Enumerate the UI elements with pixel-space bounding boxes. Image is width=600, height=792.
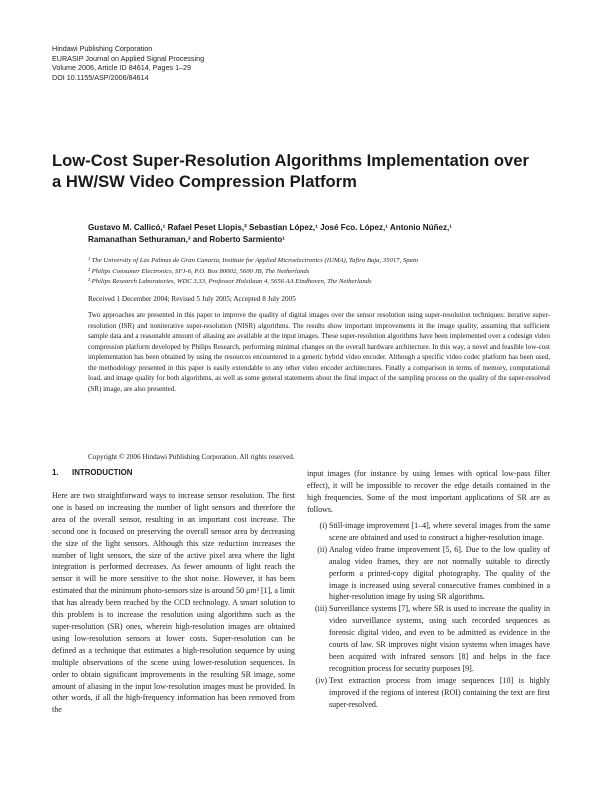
section-heading	[52, 468, 133, 477]
author-list	[88, 222, 558, 246]
intro-paragraph: Here are two straightforward ways to increase sensor resolution. The first one is based on increasing the number of light sensors and therefore the area of the overall sensor, resulting in an important cost increase. The second one is focused on preserving the overall sensor area by decreasing the size of the light sensors. Although this size reduction increases the number of light sensors, the size of the active pixel area where the light integration is performed decreases. As fewer amounts of light reach the sensor it will be more sensitive to the shot noise. However, it has been estimated that the minimum photo-sensors size is around 50 μm² [1], a limit that has already been reached by the CCD technology. A smart solution to this problem is to increase the resolution using algorithms such as the super-resolution (SR) ones, wherein high-resolution images are obtained using low-resolution sensors at lower costs. Super-resolution can be defined as a technique that estimates a high-resolution sequence by using multiple observations of the scene using lower-resolution sequences. In order to obtain significant improvements in the resulting SR image, some amount of aliasing in the input low-resolution images must be provided. In other words, if all the high-frequency information has been removed from the	[52, 491, 295, 715]
abstract: Two approaches are presented in this paper to improve the quality of digital images over the sensor resolution using super-resolution techniques: iterative super-resolution (ISR) and noniterative super-resolution (NISR) algorithms. The results show important improvements in the image quality, assuming that sufficient sample data and a reasonable amount of aliasing are available at the input images. These super-resolution algorithms have been implemented over a codesign video compression platform developed by Philips Research, performing minimal changes on the overall hardware architecture. In this way, a novel and feasible low-cost implementation has been obtained by using the resources encountered in a generic hybrid video encoder. Although a specific video codec platform has been used, the methodology presented in this paper is easily extendable to any other video encoder architectures. Finally a comparison in terms of memory, computational load, and image quality for both algorithms, as well as some general statements about the final impact of the sampling process on the quality of the super-resolved (SR) image, are also presented.	[88, 311, 550, 393]
list-item	[307, 675, 550, 711]
paper-title	[52, 150, 552, 192]
section-title: INTRODUCTION	[72, 468, 133, 477]
section-number: 1.	[52, 468, 59, 477]
list-marker: (iii)	[315, 604, 327, 614]
affiliation-1: ¹ The University of Las Palmas de Gran Canaria, Institute for Applied Microelectronics (IUMA), Tafira Baja, 35017, Spain	[88, 257, 419, 264]
list-item-text: Still-image improvement [1–4], where several images from the same scene are obtained and used to construct a higher-resolution image.	[329, 521, 550, 542]
list-marker: (ii)	[317, 544, 327, 554]
volume-info: Volume 2006, Article ID 84614, Pages 1–29	[52, 63, 192, 73]
affiliation-2: ² Philips Consumer Electronics, SFJ-6, P.O. Box 80002, 5600 JB, The Netherlands	[88, 267, 310, 275]
paper-title-line-1: Low-Cost Super-Resolution Algorithms Implementation over	[52, 151, 529, 170]
affiliation-3: ³ Philips Research Laboratories, WDC 3.33, Professor Holstlaan 4, 5656 AA Eindhoven, The Netherlands	[88, 278, 372, 286]
journal-info	[52, 44, 204, 82]
author-line-2: Ramanathan Sethuraman,³ and Roberto Sarmiento¹	[88, 235, 285, 244]
journal-name: EURASIP Journal on Applied Signal Processing	[52, 53, 205, 63]
applications-list	[307, 520, 550, 711]
doi: DOI 10.1155/ASP/2006/84614	[52, 72, 149, 82]
paper-title-line-2: a HW/SW Video Compression Platform	[52, 172, 357, 191]
affiliation-list	[88, 256, 558, 288]
list-marker: (iv)	[315, 675, 327, 685]
list-item-text: Surveillance systems [7], where SR is used to increase the quality in video surveillance systems, using such recorded sequences as forensic digital video, and even to be admitted as evidence in the courts of law. SR improves night vision systems when images have been acquired with infrared sensors [8] and helps in the face recognition process for security purposes [9].	[329, 604, 550, 673]
list-item-text: Text extraction process from image sequences [10] is highly improved if the regions of interest (ROI) containing the text are first super-resolved.	[329, 675, 550, 709]
intro-continuation: input images (for instance by using lenses with optical low-pass filter effect), it will be impossible to recover the edge details contained in the high frequencies. Some of the most important applications of SR are as follows.	[307, 469, 550, 514]
list-item	[307, 520, 550, 544]
received-dates: Received 1 December 2004; Revised 5 July 2005; Accepted 8 July 2005	[88, 295, 296, 303]
list-item-text: Analog video frame improvement [5, 6]. Due to the low quality of analog video frames, they are not normally suitable to directly perform a printed-copy digital photography. The quality of the image is increased using several consecutive frames combined in a higher-resolution image by using SR algorithms.	[329, 544, 550, 602]
list-item	[307, 544, 550, 604]
list-item	[307, 603, 550, 674]
publisher-name: Hindawi Publishing Corporation	[52, 44, 153, 53]
author-line-1: Gustavo M. Callicó,¹ Rafael Peset Llopis,² Sebastian López,¹ José Fco. López,¹ Antonio Núñez,¹	[88, 223, 452, 232]
copyright-notice: Copyright © 2006 Hindawi Publishing Corporation. All rights reserved.	[88, 453, 295, 461]
list-marker: (i)	[319, 521, 327, 530]
